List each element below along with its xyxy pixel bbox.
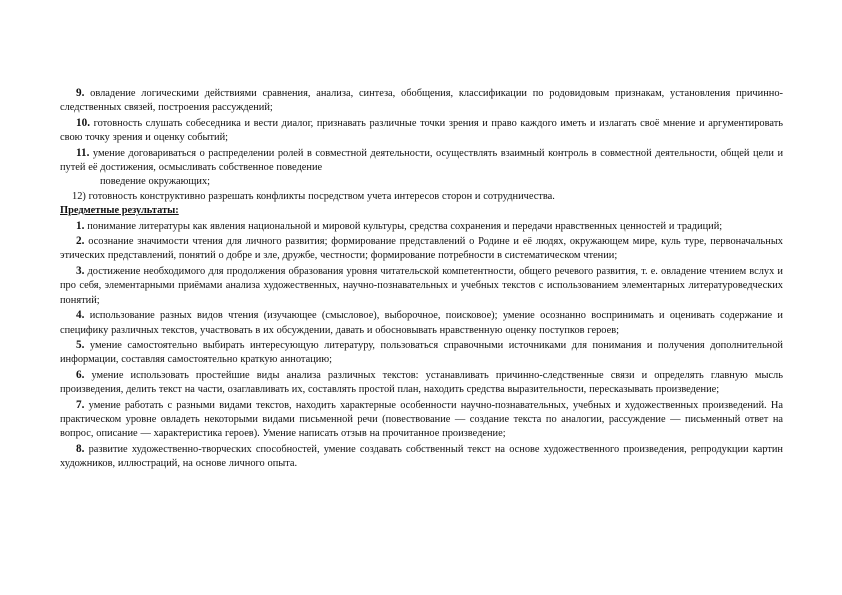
item-text: готовность слушать собеседника и вести диалог, признавать различные точки зрения и право каждого иметь и излагать своё мнение и аргументировать свою точку зрения и оценку событий; <box>60 117 783 144</box>
subject-item-6 <box>60 368 783 398</box>
subject-item-8 <box>60 442 783 472</box>
item-text: умение работать с разными видами текстов, находить характерные особенности научно-познавательных, учебных и художественных произведений. На практическом уровне овладеть некоторыми видами письменной речи (повествование — создание текста по аналогии, рассуждение — письменный ответ на вопрос, описание — характеристика героев). Умение написать отзыв на прочитанное произведение; <box>60 399 783 440</box>
item-text: развитие художественно-творческих способностей, умение создавать собственный текст на основе художественного произведения, репродукции картин художников, иллюстраций, на основе личного опыта. <box>60 443 783 470</box>
item-text: умение самостоятельно выбирать интересующую литературу, пользоваться справочными источниками для понимания и получения дополнительной информации, составляя самостоятельно краткую аннотацию; <box>60 339 783 366</box>
item-number: 4. <box>76 309 85 322</box>
subject-item-1 <box>60 219 783 234</box>
item-number: 6. <box>76 368 85 381</box>
item-number: 8. <box>76 442 85 455</box>
item-text: понимание литературы как явления национальной и мировой культуры, средства сохранения и передачи нравственных ценностей и традиций; <box>87 220 723 232</box>
subject-item-4 <box>60 308 783 338</box>
subject-results-heading: Предметные результаты: <box>60 205 179 217</box>
item-number: 7. <box>76 398 85 411</box>
meta-item-11 <box>60 146 783 176</box>
item-text: овладение логическими действиями сравнения, анализа, синтеза, обобщения, классификации по родовидовым признакам, установления причинно-следственных связей, построения рассуждений; <box>60 88 783 114</box>
item-number: 2. <box>76 235 85 248</box>
subject-item-2 <box>60 234 783 264</box>
item-number: 10. <box>76 116 90 129</box>
meta-item-9 <box>60 86 783 116</box>
item-number: 9. <box>76 87 85 99</box>
item-text: умение использовать простейшие виды анализа различных текстов: устанавливать причинно-следственные связи и определять главную мысль произведения, делить текст на части, озаглавливать их, составлять простой план, находить средства выразительности, пересказывать произведение; <box>60 369 783 396</box>
subject-item-5 <box>60 338 783 368</box>
document-page <box>60 86 783 472</box>
item-text: умение договариваться о распределении ролей в совместной деятельности, осуществлять взаимный контроль в совместной деятельности, общей цели и путей её достижения, осмысливать собственное поведение <box>60 147 783 174</box>
item-number: 3. <box>76 264 85 277</box>
subject-item-7 <box>60 398 783 442</box>
item-number: 1. <box>76 219 85 232</box>
item-text: осознание значимости чтения для личного развития; формирование представлений о Родине и её людях, окружающем мире, куль туре, первоначальных этических представлений, понятий о добре и зле, дружбе, честности; формирование потребности в систематическом чтении; <box>60 236 783 262</box>
item-number: 11. <box>76 146 90 159</box>
item-text: достижение необходимого для продолжения образования уровня читательской компетентности, общего речевого развития, т. е. овладение чтением вслух и про себя, элементарными приёмами анализа художественных, научно-познавательных и учебных текстов с использованием элементарных литературоведческих понятий; <box>60 265 783 306</box>
item-number: 5. <box>76 338 85 351</box>
meta-item-10 <box>60 116 783 146</box>
meta-item-12: 12) готовность конструктивно разрешать конфликты посредством учета интересов сторон и сотрудничества. <box>72 190 555 202</box>
item-text: использование разных видов чтения (изучающее (смысловое), выборочное, поисковое); умение осознанно воспринимать и оценивать содержание и специфику различных текстов, участвовать в их обсуждении, давать и обосновывать нравственную оценку поступков героев; <box>60 310 783 336</box>
subject-item-3 <box>60 264 783 308</box>
continuation-line: поведение окружающих; <box>100 176 211 188</box>
